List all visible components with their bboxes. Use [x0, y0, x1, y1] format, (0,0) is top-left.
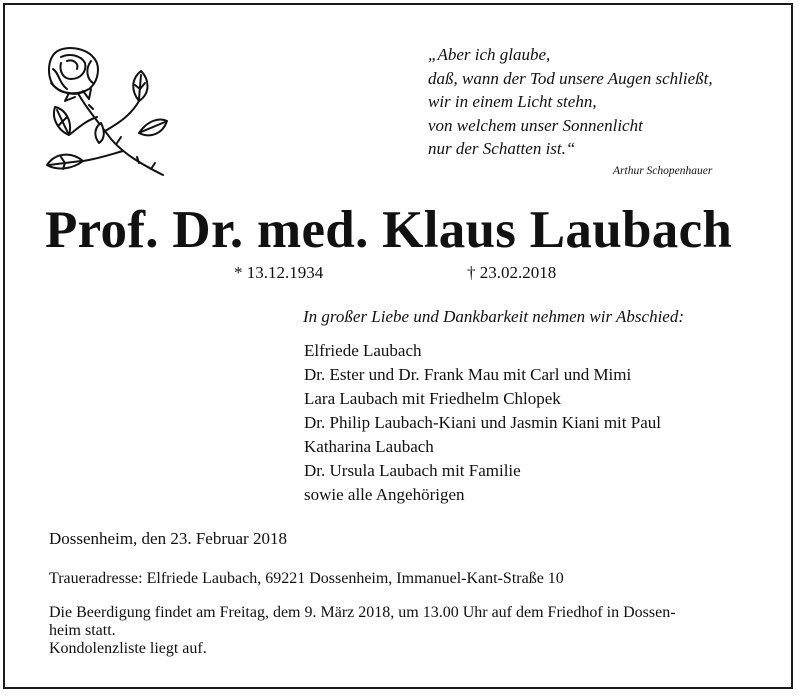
mourner-item: Dr. Ester und Dr. Frank Mau mit Carl und Mimi [304, 365, 632, 384]
quote-block [428, 43, 788, 161]
death-date: † 23.02.2018 [467, 263, 557, 282]
funeral-line: heim statt. [49, 622, 116, 639]
farewell-text: In großer Liebe und Dankbarkeit nehmen wir Abschied: [303, 307, 685, 326]
funeral-info [49, 604, 774, 658]
condolence-note: Kondolenzliste liegt auf. [49, 640, 207, 657]
birth-date: * 13.12.1934 [234, 263, 324, 282]
mourners-list [304, 339, 661, 507]
place-date: Dossenheim, den 23. Februar 2018 [49, 529, 287, 548]
mourner-item: Dr. Ursula Laubach mit Familie [304, 461, 521, 480]
mourner-item: Katharina Laubach [304, 437, 434, 456]
quote-line: daß, wann der Tod unsere Augen schließt, [428, 68, 713, 88]
mourning-address: Traueradresse: Elfriede Laubach, 69221 Dossenheim, Immanuel-Kant-Straße 10 [49, 570, 564, 587]
mourner-item: Dr. Philip Laubach-Kiani und Jasmin Kiani mit Paul [304, 413, 661, 432]
mourner-item: Elfriede Laubach [304, 341, 422, 360]
mourner-item: sowie alle Angehörigen [304, 485, 465, 504]
deceased-name: Prof. Dr. med. Klaus Laubach [45, 201, 733, 259]
quote-line: wir in einem Licht stehn, [428, 92, 597, 111]
obituary-notice [3, 3, 793, 689]
funeral-line: Die Beerdigung findet am Freitag, dem 9. März 2018, um 13.00 Uhr auf dem Friedhof in Dossen- [49, 604, 676, 621]
mourner-item: Lara Laubach mit Friedhelm Chlopek [304, 389, 561, 408]
quote-line: von welchem unser Sonnenlicht [428, 115, 643, 135]
quote-author: Arthur Schopenhauer [613, 165, 713, 177]
quote-line: nur der Schatten ist.“ [428, 139, 576, 158]
quote-line: „Aber ich glaube, [428, 45, 551, 64]
rose-icon [39, 43, 171, 181]
